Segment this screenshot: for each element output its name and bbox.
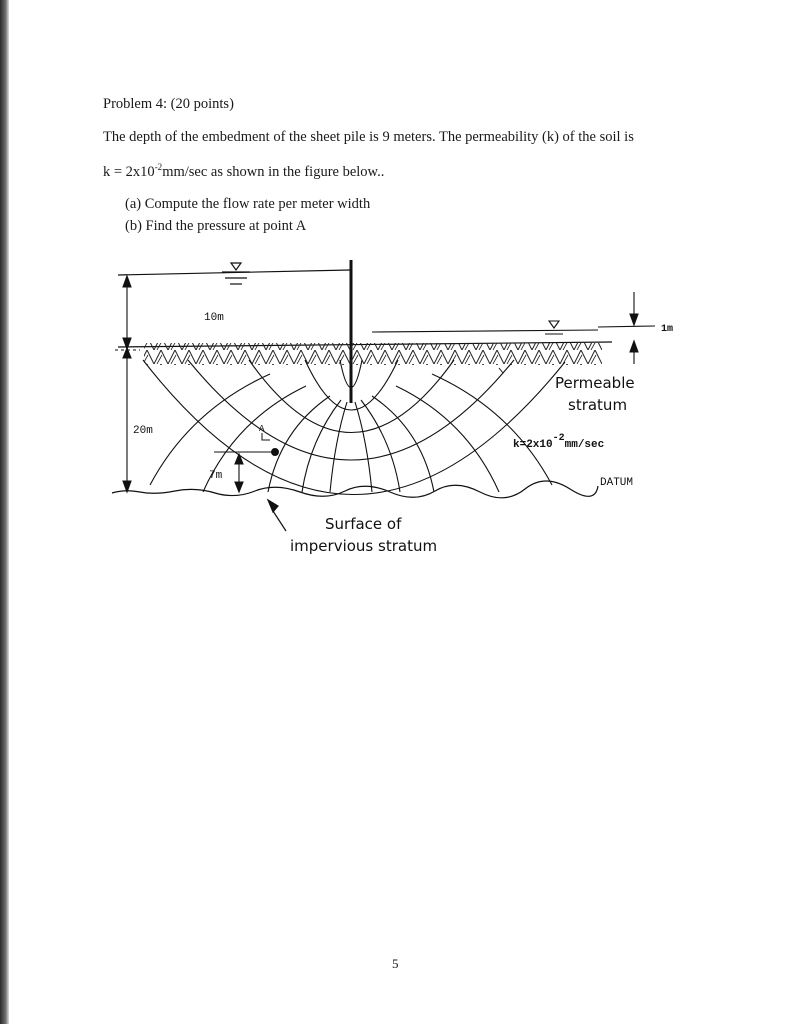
label-7m: 7m <box>209 470 223 482</box>
part-a-question: (a) Compute the flow rate per meter width <box>125 196 371 212</box>
datum-label: DATUM <box>600 477 634 489</box>
upstream-water-line <box>118 263 350 284</box>
dimension-1m <box>630 292 638 364</box>
k-exponent-text: -2 <box>154 162 163 172</box>
k-label-exponent: -2 <box>552 433 565 444</box>
k-label-units: mm/sec <box>564 439 605 451</box>
downstream-water-line <box>372 321 655 334</box>
k-label <box>513 433 604 451</box>
part-b-question: (b) Find the pressure at point A <box>125 218 307 234</box>
ground-surface <box>118 342 612 365</box>
k-label-base: k=2x10 <box>513 439 553 451</box>
surface-of-label: Surface of <box>325 515 402 533</box>
k-value-text: k = 2x10 <box>103 164 155 180</box>
label-10m: 10m <box>204 312 224 324</box>
k-units-text: mm/sec as shown in the figure below.. <box>162 164 385 180</box>
flow-lines <box>143 360 565 495</box>
stratum-label: stratum <box>568 396 628 414</box>
permeable-label: Permeable <box>555 374 635 392</box>
page-number: 5 <box>392 956 399 971</box>
impervious-stratum-label: impervious stratum <box>290 537 438 555</box>
label-20m: 20m <box>133 425 153 437</box>
dimension-20m <box>115 276 140 492</box>
point-a-label: A <box>259 424 265 434</box>
problem-heading: Problem 4: (20 points) <box>103 96 234 112</box>
label-tick <box>499 368 503 373</box>
problem-statement-line1: The depth of the embedment of the sheet pile is 9 meters. The permeability (k) of the soil is <box>103 129 634 145</box>
label-1m: 1m <box>661 324 674 335</box>
